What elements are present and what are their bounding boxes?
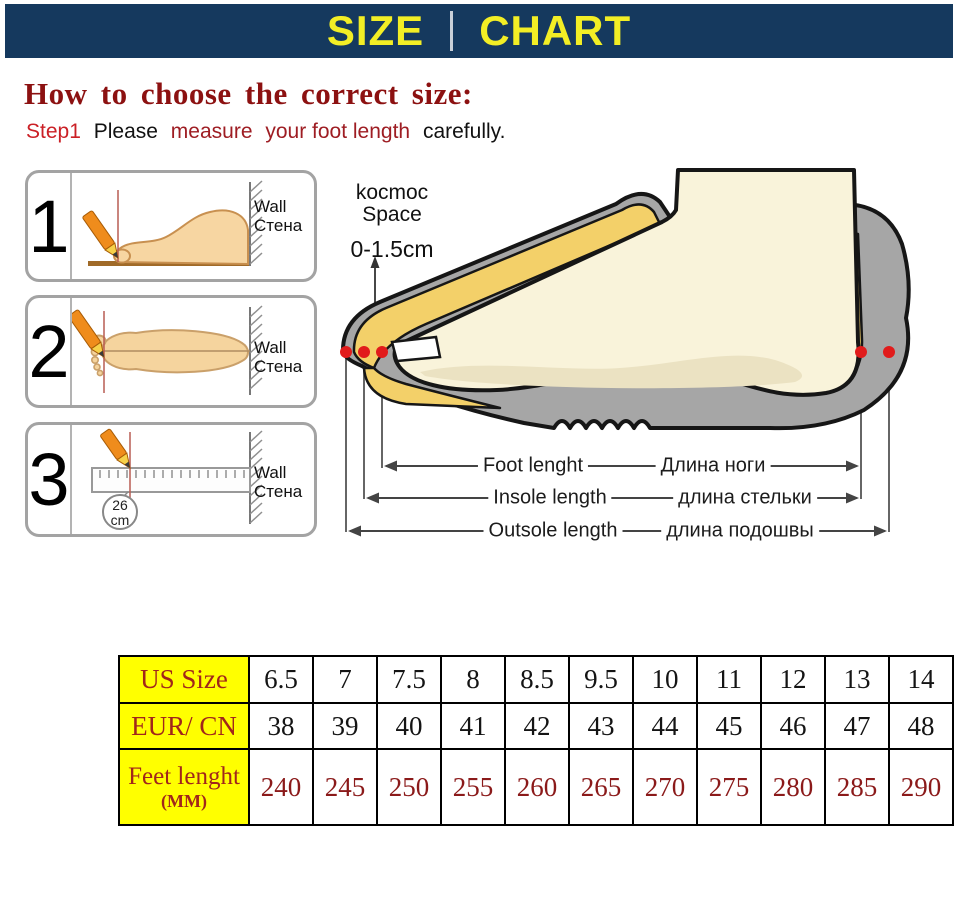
cell: 10	[633, 656, 697, 703]
cell: 39	[313, 703, 377, 749]
row-label-us-size: US Size	[119, 656, 249, 703]
cell: 280	[761, 749, 825, 825]
cell: 48	[889, 703, 953, 749]
banner-size-label: SIZE	[326, 7, 425, 54]
toe-space-annotation	[340, 182, 444, 263]
cell: 11	[697, 656, 761, 703]
wall-label-en: Wall	[254, 197, 287, 216]
page-title: How to choose the correct size:	[24, 76, 473, 111]
eur-cn-row	[119, 703, 953, 749]
cell: 7.5	[377, 656, 441, 703]
step-1-number: 1	[28, 173, 72, 279]
wall-label	[254, 197, 312, 235]
foot-length-label-en: Foot lenght	[478, 455, 588, 478]
measurement-unit: cm	[110, 512, 130, 528]
foot-length-label-ru: Длина ноги	[656, 455, 771, 478]
cell: 6.5	[249, 656, 313, 703]
wall-label-ru: Стена	[254, 482, 303, 502]
instruction-part3: your foot length	[265, 120, 411, 143]
foot-side-icon	[116, 210, 248, 264]
cell: 275	[697, 749, 761, 825]
cell: 240	[249, 749, 313, 825]
cell: 45	[697, 703, 761, 749]
insole-length-label-ru: длина стельки	[673, 487, 817, 510]
cell: 43	[569, 703, 633, 749]
cell: 260	[505, 749, 569, 825]
feet-length-unit: (MM)	[161, 790, 207, 811]
cell: 270	[633, 749, 697, 825]
measurement-value: 26	[112, 497, 128, 513]
cell: 285	[825, 749, 889, 825]
cell: 9.5	[569, 656, 633, 703]
feet-length-row	[119, 749, 953, 825]
us-size-row	[119, 656, 953, 703]
cell: 46	[761, 703, 825, 749]
cell: 38	[249, 703, 313, 749]
cell: 7	[313, 656, 377, 703]
instruction-part1: Please	[93, 120, 158, 143]
cell: 255	[441, 749, 505, 825]
wall-label	[254, 338, 312, 376]
space-label-ru: kocmoc	[355, 181, 429, 204]
step-box-2	[25, 295, 317, 408]
toenail	[392, 337, 440, 361]
instruction-part4: carefully.	[422, 120, 506, 143]
step-instruction	[26, 120, 512, 144]
row-label-feet-length	[119, 749, 249, 825]
wall-label-en: Wall	[254, 463, 287, 482]
cell: 290	[889, 749, 953, 825]
cell: 41	[441, 703, 505, 749]
space-label-en: Space	[362, 203, 422, 227]
cell: 250	[377, 749, 441, 825]
cell: 8.5	[505, 656, 569, 703]
cell: 12	[761, 656, 825, 703]
insole-length-label-en: Insole length	[488, 487, 611, 510]
banner-separator	[450, 11, 453, 51]
step-3-number: 3	[28, 425, 72, 534]
step-number-label: Step1	[26, 120, 81, 143]
row-label-eur-cn: EUR/ CN	[119, 703, 249, 749]
measure-ruler-illustration	[72, 426, 272, 535]
measure-foot-side-illustration	[72, 174, 272, 280]
wall-label-en: Wall	[254, 338, 287, 357]
space-range: 0-1.5cm	[350, 236, 434, 263]
wall-label	[254, 463, 312, 501]
outsole-length-label-ru: длина подошвы	[661, 520, 819, 543]
pencil-icon	[82, 210, 123, 261]
cell: 13	[825, 656, 889, 703]
cell: 8	[441, 656, 505, 703]
cell: 44	[633, 703, 697, 749]
instruction-part2: measure	[170, 120, 253, 143]
measure-foot-top-illustration	[72, 299, 272, 406]
outsole-length-label-en: Outsole length	[484, 520, 623, 543]
step-box-1	[25, 170, 317, 282]
cell: 265	[569, 749, 633, 825]
banner-chart-label: CHART	[479, 7, 632, 54]
step-box-3	[25, 422, 317, 537]
step-2-number: 2	[28, 298, 72, 405]
cell: 47	[825, 703, 889, 749]
shoe-cross-section-diagram	[340, 160, 960, 552]
wall-label-ru: Стена	[254, 357, 303, 377]
title-banner	[5, 4, 953, 58]
cell: 245	[313, 749, 377, 825]
wall-label-ru: Стена	[254, 216, 303, 236]
feet-length-label: Feet lenght	[128, 762, 240, 790]
size-table	[118, 655, 954, 826]
cell: 14	[889, 656, 953, 703]
cell: 40	[377, 703, 441, 749]
cell: 42	[505, 703, 569, 749]
